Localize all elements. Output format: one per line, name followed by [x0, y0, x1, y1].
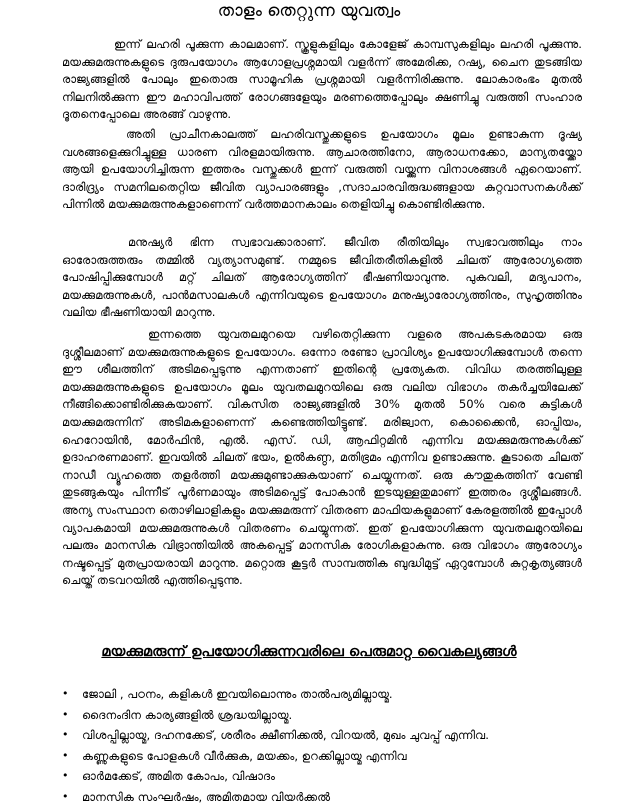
bullet-icon: • — [62, 787, 69, 807]
bullet-icon: • — [62, 766, 69, 787]
paragraph-3: മനുഷ്യർ ഭിന്ന സ്വഭാവക്കാരാണ്. ജീവിത രീതിയിലും സ്വഭാവത്തിലും നാം ഓരോരുത്തരും തമ്മിൽ വ്യത്യാസമുണ്ട്. നമ്മുടെ ജീവിതരീതികളിൽ ചിലത് ആരോഗ്യത്തെ പോഷിപ്പിക്കുമ്പോൾ മറ്റ് ചിലത് ആരോഗ്യത്തിന് ഭീഷണിയാവുന്നു. പുകവലി, മദ്യപാനം, മയക്കുമരുന്നുകൾ, പാൻമസാലകൾ എന്നിവയുടെ ഉപയോഗം മനുഷ്യാരോഗ്യത്തിനും, സുഹൃത്തിനും വലിയ ഭീഷണിയായി മാറുന്നു. — [62, 234, 582, 322]
bullet-icon: • — [62, 684, 69, 705]
paragraph-2: അതി പ്രാചീനകാലത്ത് ലഹരിവസ്തുക്കളുടെ ഉപയോഗം മൂലം ഉണ്ടാകുന്ന ദൂഷ്യ വശങ്ങളെക്കുറിച്ചുള്ള ധാരണ വിരളമായിരുന്നു. ആചാരത്തിനോ, ആരാധനക്കോ, മാന്യതയ്ക്കോ ആയി ഉപയോഗിച്ചിരുന്ന ഇത്തരം വസ്തുക്കൾ ഇന്ന് വരുത്തി വയ്ക്കുന്ന വിനാശങ്ങൾ ഏറെയാണ്. ദാരിദ്ര്യം സമനിലതെറ്റിയ ജീവിത വ്യാപാരങ്ങളും ,സദാചാരവിരുദ്ധങ്ങളായ കുറ്റവാസനകൾക്ക് പിന്നിൽ മയക്കുമരുന്നുകളാണെന്ന് വർത്തമാനകാലം തെളിയിച്ചു കൊണ്ടിരിക്കുന്നു. — [62, 126, 582, 214]
bullet-icon: • — [62, 746, 69, 767]
list-item: • ജോലി , പഠനം, കളികൾ ഇവയിലൊന്നും താൽപര്യമില്ലായ്മ. — [62, 684, 602, 705]
list-item: • ഓർമക്കേട്, അമിത കോപം, വിഷാദം — [62, 766, 602, 787]
bullet-icon: • — [62, 705, 69, 726]
bullet-icon: • — [62, 725, 69, 746]
list-item: • കണ്ണുകളുടെ പോളകൾ വീർക്കുക, മയക്കം, ഉറക്കില്ലായ്മ എന്നിവ — [62, 746, 602, 767]
document-title: താളം തെറ്റുന്ന യുവത്വം — [0, 0, 618, 22]
symptom-list — [62, 684, 602, 807]
section-subheading: മയക്കുമരുന്ന് ഉപയോഗിക്കുന്നവരിലെ പെരുമാറ്റ വൈകല്യങ്ങൾ — [0, 642, 618, 662]
paragraph-1: ഇന്ന് ലഹരി പൂക്കുന്ന കാലമാണ്. സ്കൂളുകളിലും കോളേജ് കാമ്പസുകളിലും ലഹരി പൂക്കുന്നു. മയക്കുമരുന്നുകളുടെ ദുരുപയോഗം ആഗോളപ്രശ്നമായി വളർന്ന് അമേരിക്ക, റഷ്യ, ചൈന തുടങ്ങിയ രാജ്യങ്ങളിൽ പോലും ഇതൊരു സാമൂഹിക പ്രശ്നമായി വളർന്നിരിക്കുന്നു. ലോകാരംഭം മുതൽ നിലനിൽക്കുന്ന ഈ മഹാവിപത്ത് രോഗങ്ങളേയും മരണത്തെപ്പോലും ക്ഷണിച്ചു വരുത്തി സംഹാര ദൂതനെപ്പോലെ അരങ്ങ് വാഴുന്നു. — [62, 36, 582, 124]
list-item: • ദൈനംദിന കാര്യങ്ങളിൽ ശ്രദ്ധയില്ലായ്മ. — [62, 705, 602, 726]
list-item: • വിശപ്പില്ലായ്മ, ദഹനക്കേട്, ശരീരം ക്ഷീണിക്കൽ, വിറയൽ, മുഖം ചുവപ്പ് എന്നിവ. — [62, 725, 602, 746]
list-item: • മാനസിക സംഘർഷം, അമിതമായ വിയർക്കൽ — [62, 787, 602, 807]
paragraph-4: ഇന്നത്തെ യുവതലമുറയെ വഴിതെറ്റിക്കുന്ന വളരെ അപകടകരമായ ഒരു ദുശ്ശീലമാണ് മയക്കുമരുന്നുകളുടെ ഉപയോഗം. ഒന്നോ രണ്ടോ പ്രാവിശ്യം ഉപയോഗിക്കുമ്പോൾ തന്നെ ഈ ശീലത്തിന് അടിമപ്പെടുന്നു എന്നതാണ് ഇതിന്റെ പ്രത്യേകത. വിവിധ തരത്തിലുള്ള മയക്കുമരുന്നുകളുടെ ഉപയോഗം മൂലം യുവതലമുറയിലെ ഒരു വലിയ വിഭാഗം തകർച്ചയിലേക്ക് നീങ്ങിക്കൊണ്ടിരിക്കുകയാണ്. വികസിത രാജ്യങ്ങളിൽ 30% മുതൽ 50% വരെ കുട്ടികൾ മയക്കുമരുന്നിന് അടിമകളാണെന്ന് കണ്ടെത്തിയിട്ടുണ്ട്. മരിജ്വാന, കൊക്കൈൻ, ഓപ്പിയം, ഹെറോയിൻ, മോർഫിൻ, എൽ. എസ്. ഡി, ആഫിറ്റമിൻ എന്നിവ മയക്കുമരുന്നുകൾക്ക് ഉദാഹരണമാണ്. ഇവയിൽ ചിലത് ഭയം, ഉൽകണ്ഠ, മതിഭ്രമം എന്നിവ ഉണ്ടാക്കുന്നു. കൂടാതെ ചിലത് നാഡീ വ്യൂഹത്തെ തളർത്തി മയക്കുമുണ്ടാക്കുകയാണ് ചെയ്യുന്നത്. ഒരു കൗതുകത്തിന് വേണ്ടി തുടങ്ങുകയും പിന്നീട് പൂർണമായും അടിമപ്പെട്ട് പോകാൻ ഇടയുള്ളതുമാണ് ഇത്തരം ദുശ്ശീലങ്ങൾ. അന്യ സംസ്ഥാന തൊഴിലാളികളും മയക്കുമരുന്ന് വിതരണ മാഫിയകളുമാണ് കേരളത്തിൽ ഇപ്പോൾ വ്യാപകമായി മയക്കുമരുന്നുകൾ വിതരണം ചെയ്യുന്നത്. ഇത് ഉപയോഗിക്കുന്ന യുവതലമുറയിലെ പലരും മാനസിക വിഭ്രാന്തിയിൽ അകപ്പെട്ട് മാനസിക രോഗികളാകുന്നു. ഒരു വിഭാഗം ആരോഗ്യം നഷ്ടപ്പെട്ട് മുതപ്രായരായി മാറുന്നു. മറ്റൊരു കൂട്ടർ സാമ്പത്തിക ബുദ്ധിമുട്ട് ഏറുമ്പോൾ കുറ്റകൃത്യങ്ങൾ ചെയ്ത് തടവറയിൽ എത്തിപ്പെടുന്നു. — [62, 326, 582, 590]
